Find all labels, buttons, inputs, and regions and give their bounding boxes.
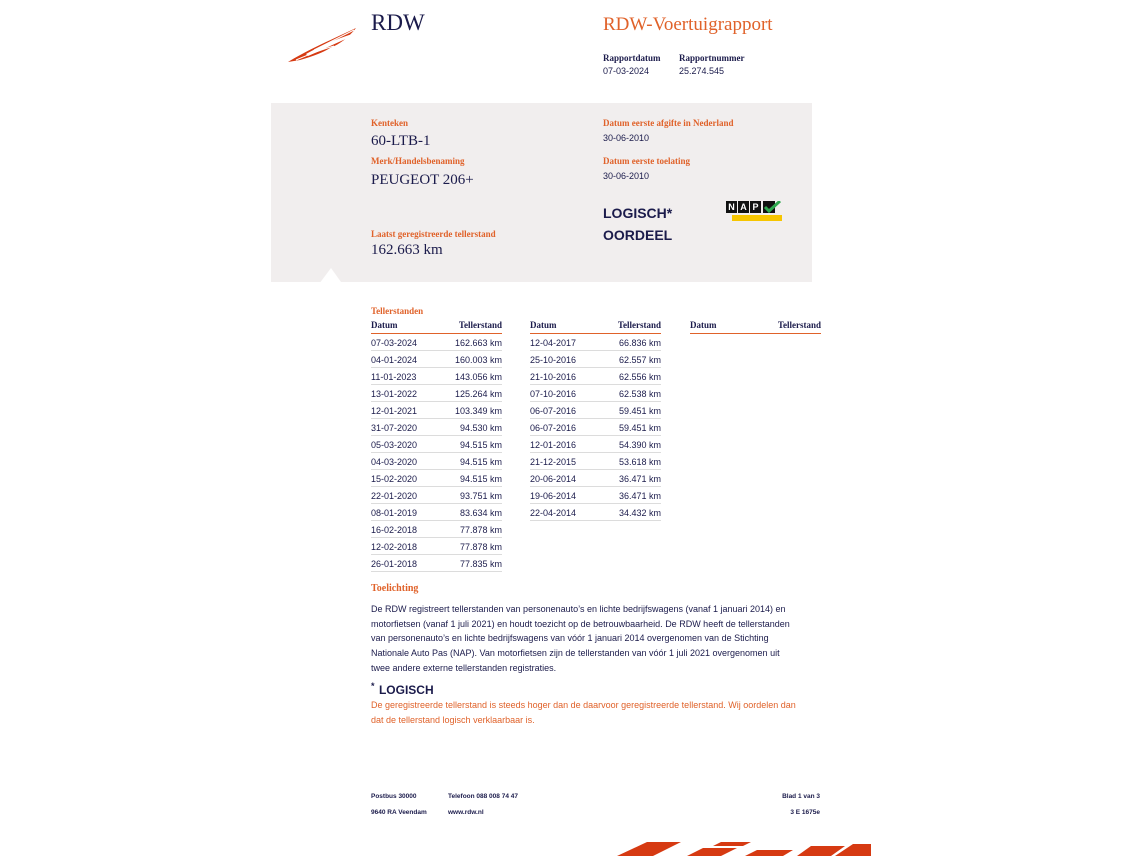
table-row <box>530 504 661 521</box>
nap-letter-a: A <box>738 201 749 213</box>
col-date-header: Datum <box>690 320 717 330</box>
last-odo-value: 162.663 km <box>371 242 443 258</box>
table-row <box>371 419 502 436</box>
make-label: Merk/Handelsbenaming <box>371 156 465 166</box>
logisch-heading <box>371 681 434 699</box>
table-header <box>371 320 502 334</box>
explanation-line: De RDW registreert tellerstanden van personenauto’s en lichte bedrijfswagens (vanaf 1 januari 2014) en <box>371 604 786 614</box>
verdict-line2: OORDEEL <box>603 227 673 243</box>
row-date: 12-02-2018 <box>371 542 418 552</box>
explanation-line: Nationale Auto Pas (NAP). Van motorfietsen zijn de tellerstanden van vóór 1 juli 2021 overgenomen uit <box>371 648 780 659</box>
row-km: 77.835 km <box>459 559 502 569</box>
plate-label: Kenteken <box>371 118 408 128</box>
row-date: 21-12-2015 <box>530 457 577 467</box>
footer-page: Blad 1 van 3 <box>782 793 820 800</box>
row-date: 11-01-2023 <box>371 372 417 382</box>
table-row <box>530 368 661 385</box>
row-date: 25-10-2016 <box>530 355 577 365</box>
rdw-wing-icon <box>286 24 360 64</box>
logisch-title: LOGISCH <box>378 683 434 697</box>
nap-check-icon <box>763 201 781 217</box>
row-date: 22-01-2020 <box>371 491 418 501</box>
nap-letter-n: N <box>726 201 737 213</box>
row-km: 125.264 km <box>454 389 502 399</box>
odometer-section-title: Tellerstanden <box>371 306 424 316</box>
table-row <box>371 385 502 402</box>
col-value-header: Tellerstand <box>458 320 502 330</box>
row-km: 160.003 km <box>454 355 502 365</box>
row-km: 94.515 km <box>459 457 502 467</box>
col-value-header: Tellerstand <box>777 320 821 330</box>
row-date: 07-10-2016 <box>530 389 577 399</box>
row-km: 162.663 km <box>454 338 502 348</box>
verdict-line1: LOGISCH* <box>603 205 673 221</box>
row-date: 07-03-2024 <box>371 338 418 348</box>
row-km: 53.618 km <box>618 457 661 467</box>
row-date: 20-06-2014 <box>530 474 577 484</box>
col-date-header: Datum <box>530 320 557 330</box>
first-nl-label: Datum eerste afgifte in Nederland <box>603 118 734 128</box>
table-row <box>530 470 661 487</box>
row-km: 77.878 km <box>459 525 502 535</box>
table-row <box>371 368 502 385</box>
row-date: 12-01-2021 <box>371 406 418 416</box>
row-date: 16-02-2018 <box>371 525 418 535</box>
col-date-header: Datum <box>371 320 398 330</box>
row-km: 103.349 km <box>454 406 502 416</box>
row-date: 04-01-2024 <box>371 355 418 365</box>
col-value-header: Tellerstand <box>617 320 661 330</box>
odometer-table-3 <box>690 320 821 334</box>
table-row <box>371 402 502 419</box>
row-km: 62.557 km <box>618 355 661 365</box>
row-km: 94.515 km <box>459 440 502 450</box>
table-row <box>371 436 502 453</box>
nap-badge <box>726 201 782 223</box>
table-row <box>530 385 661 402</box>
row-km: 83.634 km <box>459 508 502 518</box>
first-admission-label: Datum eerste toelating <box>603 156 690 166</box>
logisch-star: * <box>371 681 375 691</box>
last-odo-label: Laatst geregistreerde tellerstand <box>371 229 496 239</box>
table-row <box>371 538 502 555</box>
row-date: 06-07-2016 <box>530 423 577 433</box>
row-km: 36.471 km <box>618 474 661 484</box>
row-km: 66.836 km <box>618 338 661 348</box>
table-row <box>371 470 502 487</box>
table-row <box>530 419 661 436</box>
table-row <box>371 521 502 538</box>
rdw-logo <box>286 24 360 64</box>
row-km: 59.451 km <box>618 423 661 433</box>
table-row <box>371 504 502 521</box>
table-body <box>530 334 661 521</box>
table-row <box>371 334 502 351</box>
panel-notch <box>271 268 341 284</box>
row-date: 12-01-2016 <box>530 440 577 450</box>
footer-address1: Postbus 30000 <box>371 793 417 800</box>
nap-letter-p: P <box>750 201 761 213</box>
row-km: 77.878 km <box>459 542 502 552</box>
report-date: 07-03-2024 <box>603 66 650 76</box>
row-km: 62.538 km <box>618 389 661 399</box>
plate-value: 60-LTB-1 <box>371 133 431 149</box>
row-km: 93.751 km <box>459 491 502 501</box>
row-date: 26-01-2018 <box>371 559 418 569</box>
logisch-text <box>371 698 826 727</box>
row-km: 34.432 km <box>618 508 661 518</box>
table-row <box>530 334 661 351</box>
report-title: RDW-Voertuigrapport <box>603 14 773 35</box>
explanation-text <box>371 602 826 676</box>
row-date: 12-04-2017 <box>530 338 577 348</box>
footer-phone: Telefoon 088 008 74 47 <box>448 793 518 800</box>
table-row <box>530 351 661 368</box>
report-date-label: Rapportdatum <box>603 53 661 63</box>
logisch-line: De geregistreerde tellerstand is steeds hoger dan de daarvoor geregistreerde tellerstand. Wij oordelen dan <box>371 700 796 710</box>
row-km: 36.471 km <box>618 491 661 501</box>
odometer-table-2 <box>530 320 661 521</box>
footer-code: 3 E 1675e <box>790 809 820 816</box>
row-date: 15-02-2020 <box>371 474 418 484</box>
table-row <box>371 453 502 470</box>
first-admission-value: 30-06-2010 <box>603 171 650 181</box>
table-row <box>530 487 661 504</box>
row-date: 19-06-2014 <box>530 491 577 501</box>
table-header <box>530 320 661 334</box>
explanation-line: twee andere externe tellerstanden registraties. <box>371 662 557 673</box>
explanation-title: Toelichting <box>371 583 419 594</box>
row-date: 31-07-2020 <box>371 423 418 433</box>
row-date: 05-03-2020 <box>371 440 418 450</box>
row-date: 22-04-2014 <box>530 508 577 518</box>
explanation-line: motorfietsen (vanaf 1 juli 2021) en houdt toezicht op de betrouwbaarheid. De RDW heeft de tellerstanden <box>371 618 790 629</box>
row-km: 94.530 km <box>459 423 502 433</box>
row-date: 04-03-2020 <box>371 457 418 467</box>
vehicle-summary-panel <box>271 103 812 282</box>
logisch-line: dat de tellerstand logisch verklaarbaar is. <box>371 714 535 725</box>
row-date: 06-07-2016 <box>530 406 577 416</box>
brand-name: RDW <box>371 10 425 35</box>
report-number-label: Rapportnummer <box>679 53 745 63</box>
table-header <box>690 320 821 334</box>
table-row <box>371 487 502 504</box>
row-date: 13-01-2022 <box>371 389 418 399</box>
row-km: 59.451 km <box>618 406 661 416</box>
odometer-table-1 <box>371 320 502 572</box>
row-km: 62.556 km <box>618 372 661 382</box>
table-row <box>371 555 502 572</box>
row-date: 21-10-2016 <box>530 372 577 382</box>
table-row <box>371 351 502 368</box>
first-nl-value: 30-06-2010 <box>603 133 650 143</box>
row-km: 54.390 km <box>618 440 661 450</box>
table-row <box>530 402 661 419</box>
make-value: PEUGEOT 206+ <box>371 172 474 188</box>
row-date: 08-01-2019 <box>371 508 418 518</box>
explanation-line: van personenauto’s en lichte bedrijfswagens van vóór 1 januari 2014 overgenomen van de Stichting <box>371 633 769 644</box>
footer-stripes-decoration <box>617 840 871 856</box>
row-km: 94.515 km <box>459 474 502 484</box>
footer-web[interactable]: www.rdw.nl <box>448 809 484 816</box>
table-row <box>530 453 661 470</box>
table-body <box>371 334 502 572</box>
report-number: 25.274.545 <box>679 66 725 76</box>
row-km: 143.056 km <box>454 372 502 382</box>
table-row <box>530 436 661 453</box>
footer-address2: 9640 RA Veendam <box>371 809 427 816</box>
